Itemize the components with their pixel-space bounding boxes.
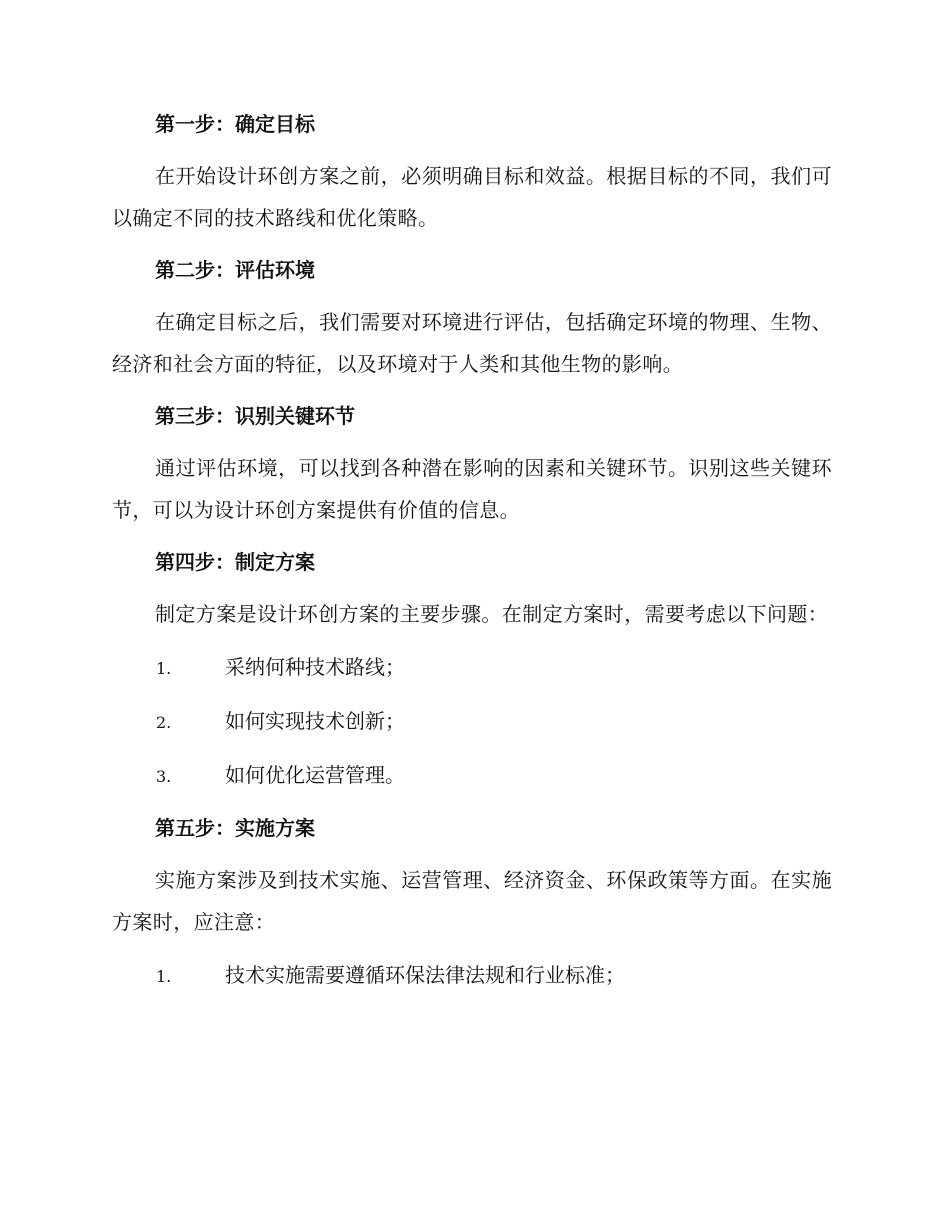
list-number: 1. — [156, 967, 172, 986]
numbered-list — [112, 953, 832, 997]
list-text: 如何实现技术创新； — [225, 709, 405, 733]
section-paragraph: 在确定目标之后，我们需要对环境进行评估，包括确定环境的物理、生物、经济和社会方面的特征，以及环境对于人类和其他生物的影响。 — [112, 310, 832, 376]
section-paragraph: 通过评估环境，可以找到各种潜在影响的因素和关键环节。识别这些关键环节，可以为设计环创方案提供有价值的信息。 — [112, 456, 832, 522]
list-text: 如何优化运营管理。 — [225, 763, 405, 787]
list-text: 技术实施需要遵循环保法律法规和行业标准； — [225, 963, 625, 987]
document-body — [112, 103, 832, 1007]
section-paragraph: 在开始设计环创方案之前，必须明确目标和效益。根据目标的不同，我们可以确定不同的技术路线和优化策略。 — [112, 164, 832, 230]
section-heading: 第三步：识别关键环节 — [155, 404, 355, 428]
list-number: 3. — [156, 767, 172, 786]
numbered-list — [112, 645, 832, 797]
list-text: 采纳何种技术路线； — [225, 655, 405, 679]
list-item — [112, 699, 832, 743]
list-number: 1. — [156, 659, 172, 678]
section-heading: 第五步：实施方案 — [155, 816, 315, 840]
list-item — [112, 953, 832, 997]
section-heading: 第四步：制定方案 — [155, 550, 315, 574]
section-paragraph: 制定方案是设计环创方案的主要步骤。在制定方案时，需要考虑以下问题： — [155, 602, 829, 626]
section-paragraph: 实施方案涉及到技术实施、运营管理、经济资金、环保政策等方面。在实施方案时，应注意： — [112, 868, 832, 934]
list-number: 2. — [156, 713, 172, 732]
list-item — [112, 645, 832, 689]
section-heading: 第二步：评估环境 — [155, 258, 315, 282]
list-item — [112, 753, 832, 797]
section-heading: 第一步：确定目标 — [155, 112, 315, 136]
